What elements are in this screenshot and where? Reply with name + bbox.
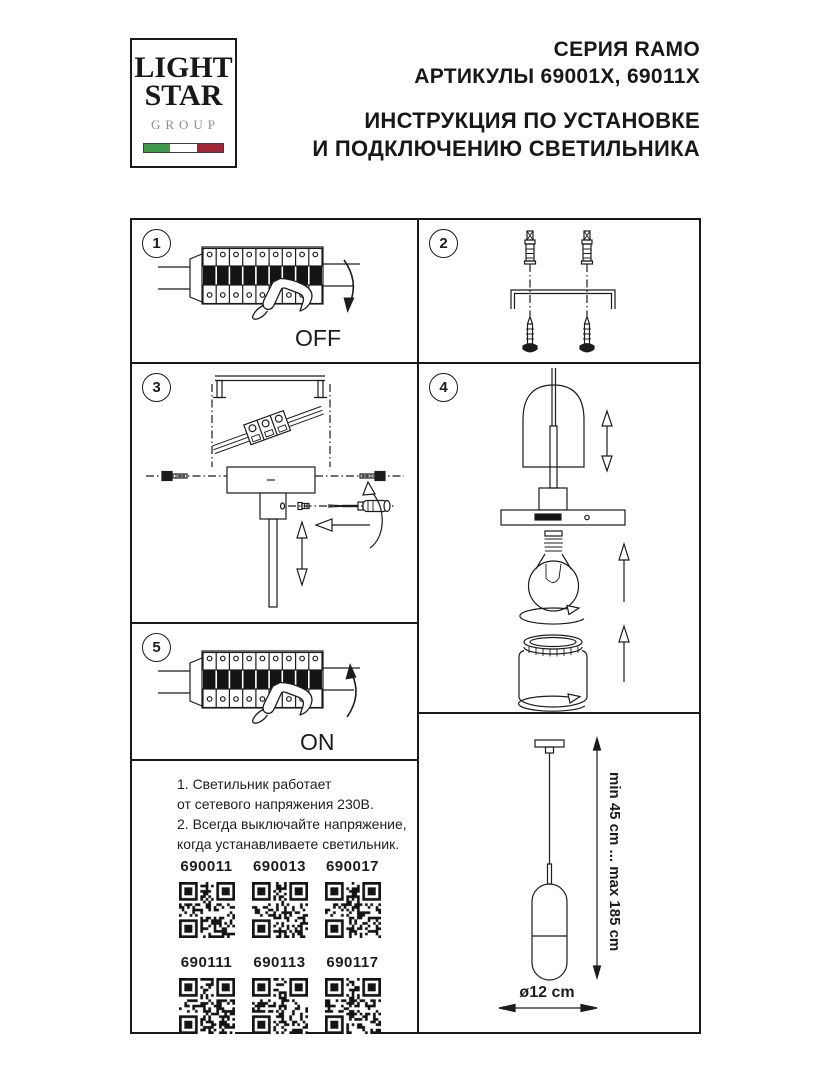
off-label: OFF <box>295 325 341 351</box>
circuit-breaker-icon <box>158 651 360 708</box>
document-title <box>312 36 700 163</box>
step-5-number-badge: 5 <box>142 633 171 662</box>
suspension-rod <box>269 519 277 607</box>
circuit-breaker-icon <box>158 247 360 304</box>
note-line: 2. Всегда выключайте напряжение, <box>177 816 407 832</box>
article-number: 690011 <box>180 858 233 875</box>
qr-item <box>243 954 316 1034</box>
dimensions-panel <box>417 712 701 1034</box>
diameter-dimension-line <box>499 1005 597 1012</box>
step-2-number-badge: 2 <box>429 229 458 258</box>
article-number: 690013 <box>252 858 307 875</box>
mounting-plate <box>501 510 625 525</box>
screw-icon <box>523 317 537 352</box>
arrow-up-icon <box>619 626 629 682</box>
screw-icon <box>580 317 594 352</box>
pendant-lamp-drawing <box>532 740 567 980</box>
terminal-block-icon <box>209 398 325 457</box>
on-label: ON <box>300 729 335 755</box>
anchors-bracket-screws-illustration <box>419 220 699 362</box>
qr-item <box>170 954 243 1034</box>
article-number: 690111 <box>180 954 233 971</box>
step-3-panel <box>130 362 419 624</box>
stem-segment <box>550 426 557 488</box>
pendant-dimension-illustration <box>419 714 699 1032</box>
arrow-up-icon <box>619 544 629 602</box>
breaker-on-illustration <box>132 624 417 759</box>
safety-notes <box>177 774 407 854</box>
flag-white-segment <box>170 144 196 152</box>
lightstar-logo <box>130 38 237 168</box>
article-number: 690113 <box>253 954 306 971</box>
qr-item <box>316 954 389 1034</box>
step-2-panel <box>417 218 701 364</box>
logo-word-star: STAR <box>144 79 223 112</box>
step-5-panel <box>130 622 419 761</box>
rotate-arrow-icon <box>520 606 584 625</box>
step-3-number-badge: 3 <box>142 373 171 402</box>
flag-red-segment <box>197 144 223 152</box>
breaker-off-illustration <box>132 220 417 362</box>
logo-word-group: GROUP <box>150 117 221 132</box>
height-range-label: min 45 cm ... max 185 cm <box>606 772 623 952</box>
article-number: 690017 <box>325 858 380 875</box>
rotate-arrow-icon <box>518 694 584 711</box>
step-4-number-badge: 4 <box>429 373 458 402</box>
qr-code <box>325 882 381 938</box>
articles-title: АРТИКУЛЫ 69001X, 69011X <box>414 65 700 88</box>
note-line: когда устанавливаете светильник. <box>177 836 400 852</box>
qr-item <box>243 858 316 938</box>
article-qr-grid <box>170 858 390 1034</box>
qr-code <box>252 882 308 938</box>
canopy-mounting-illustration <box>132 364 417 622</box>
height-dimension-line <box>594 738 601 978</box>
step-1-panel <box>130 218 419 364</box>
qr-item <box>170 858 243 938</box>
socket-block <box>539 488 567 510</box>
qr-item <box>316 858 389 938</box>
instruction-title-line2: И ПОДКЛЮЧЕНИЮ СВЕТИЛЬНИКА <box>312 136 700 161</box>
qr-code <box>252 978 308 1034</box>
rotate-arrow-icon <box>363 482 382 548</box>
logo-word-light: LIGHT <box>134 51 233 84</box>
qr-code <box>325 978 381 1034</box>
wall-anchor-icon <box>582 231 593 264</box>
instruction-title-line1: ИНСТРУКЦИЯ ПО УСТАНОВКЕ <box>364 108 700 133</box>
mounting-bracket-icon <box>213 376 327 398</box>
light-bulb-icon <box>529 531 579 611</box>
diameter-label: ø12 cm <box>519 984 575 1001</box>
italian-flag-stripe <box>143 143 224 153</box>
exploded-assembly-illustration <box>419 364 699 712</box>
mounting-bracket-icon <box>511 290 615 309</box>
series-title: СЕРИЯ RAMO <box>553 38 700 61</box>
note-line: 1. Светильник работает <box>177 776 332 792</box>
flag-green-segment <box>144 144 170 152</box>
arrow-left-icon <box>316 519 370 531</box>
move-up-down-arrow-icon <box>297 522 307 585</box>
note-line: от сетевого напряжения 230В. <box>177 796 374 812</box>
move-up-down-arrow-icon <box>602 411 612 471</box>
step-4-panel <box>417 362 701 714</box>
qr-code <box>179 882 235 938</box>
instruction-title <box>312 107 700 163</box>
suspension-tube <box>552 368 556 426</box>
qr-code <box>179 978 235 1034</box>
article-number: 690117 <box>326 954 379 971</box>
wall-anchor-icon <box>525 231 536 264</box>
step-1-number-badge: 1 <box>142 229 171 258</box>
notes-panel <box>130 759 419 1034</box>
stem-holder <box>260 493 286 519</box>
